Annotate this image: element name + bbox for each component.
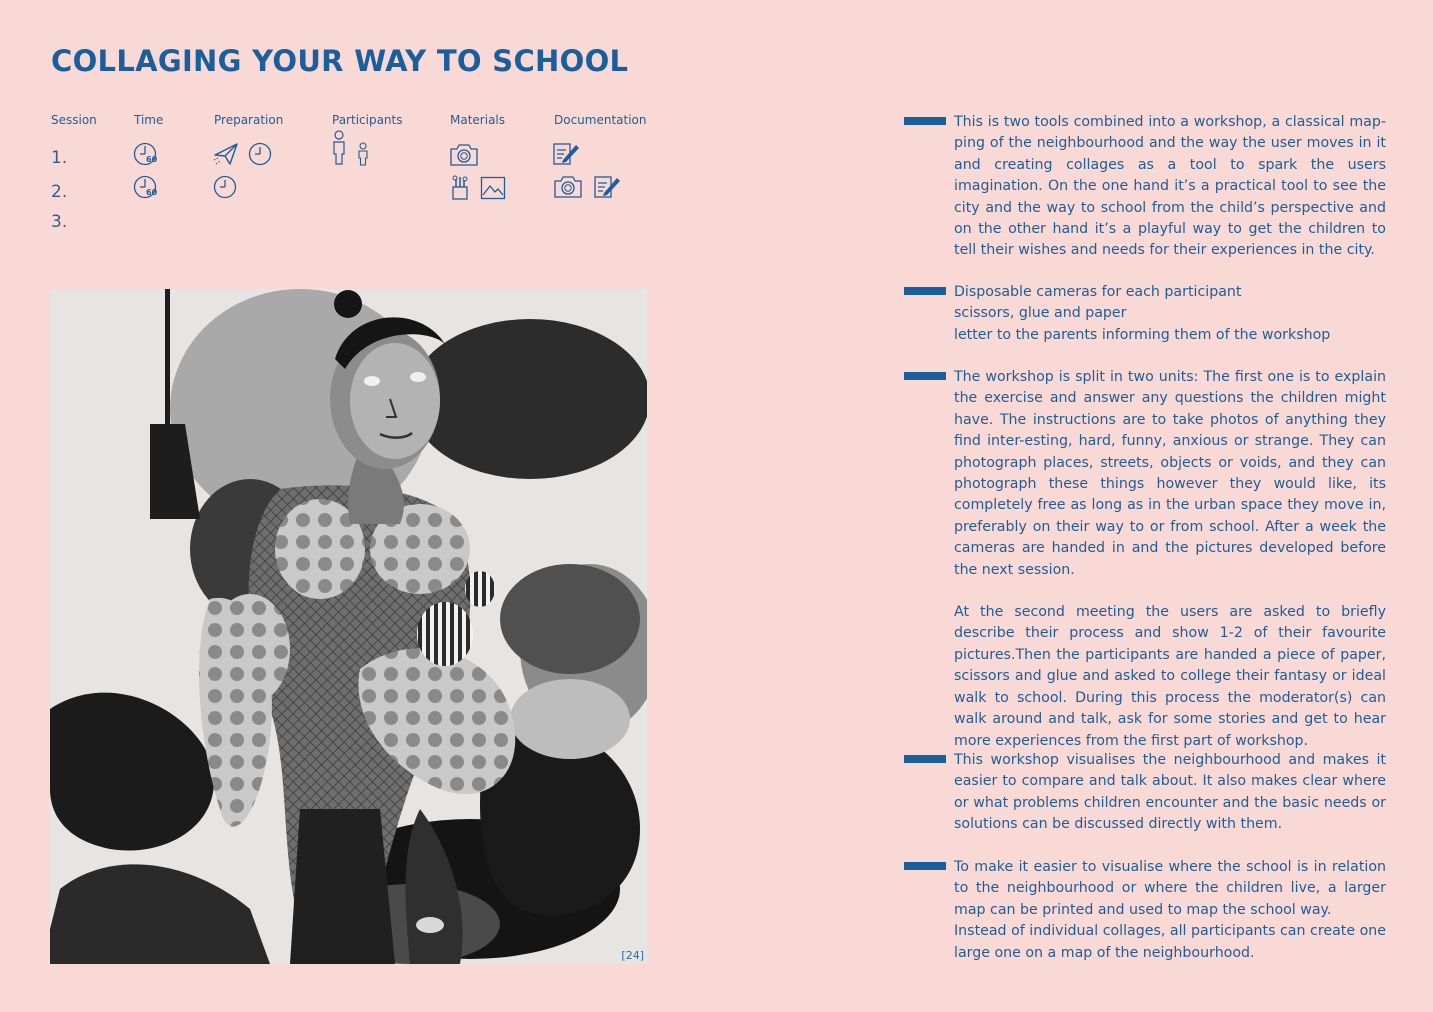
materials-item: Disposable cameras for each participant — [954, 284, 1242, 300]
scissors-glue-icon — [449, 175, 471, 201]
paper-plane-icon — [213, 142, 239, 166]
description-section — [904, 112, 1386, 262]
header-documentation: Documentation — [554, 113, 647, 127]
header-participants: Participants — [332, 113, 403, 127]
outcome-section — [904, 750, 1386, 836]
clock-icon — [213, 175, 237, 199]
collage-photo — [50, 289, 647, 964]
materials-item: letter to the parents informing them of the workshop — [954, 326, 1331, 343]
section-marker — [904, 755, 946, 763]
section-marker — [904, 372, 946, 380]
page-title: COLLAGING YOUR WAY TO SCHOOL — [51, 44, 629, 78]
outcome-text: This workshop visualises the neighbourhood and makes it easier to compare and talk about. It also makes clear where or what problems children encounter and the basic needs or solutions can be discussed directly with them. — [954, 752, 1386, 833]
header-session: Session — [51, 113, 97, 127]
variation-text-2: Instead of individual collages, all participants can create one large one on a map of the neighbourhood. — [954, 923, 1386, 961]
section-marker — [904, 287, 946, 295]
image-icon — [480, 176, 506, 200]
clock-60-icon — [133, 175, 157, 199]
session-number-2: 2. — [51, 182, 68, 202]
session-number-1: 1. — [51, 148, 68, 168]
header-time: Time — [134, 113, 164, 127]
camera-icon — [449, 143, 479, 167]
variation-section — [904, 857, 1386, 964]
clock-60-label: 60 — [146, 155, 157, 164]
clock-icon — [248, 142, 272, 166]
header-materials: Materials — [450, 113, 506, 127]
image-credit: [24] — [621, 949, 644, 962]
materials-item: scissors, glue and paper — [954, 305, 1127, 322]
clock-60-label: 60 — [146, 188, 157, 197]
adult-icon — [331, 130, 347, 166]
header-preparation: Preparation — [214, 113, 284, 127]
variation-text-1: To make it easier to visualise where the school is in relation to the neighbourhood or where the children live, a larger map can be printed and used to map the school way. — [954, 859, 1386, 918]
section-marker — [904, 117, 946, 125]
notepad-pen-icon — [552, 141, 580, 167]
session-number-3: 3. — [51, 212, 68, 232]
procedure-text-2: At the second meeting the users are asked to briefly describe their process and show 1-2 of their favourite pictures.Then the participants are handed a piece of paper, scissors and glue and asked to college their fantasy or ideal walk to school. During this process the moderator(s) can walk around and talk, ask for some stories and get to hear more experiences from the first part of workshop. — [954, 604, 1386, 749]
section-marker — [904, 862, 946, 870]
procedure-section — [904, 367, 1386, 752]
clock-60-icon — [133, 142, 157, 166]
procedure-text-1: The workshop is split in two units: The first one is to explain the exercise and answer any questions the children might have. The instructions are to take photos of anything they find inter-esting, hard, funny, anxious or strange. They can photograph places, streets, objects or voids, and they can photograph these things however they would like, its completely free as long as in the urban space they move in, preferably on their way to or from school. After a week the cameras are handed in and the pictures developed before the next session. — [954, 369, 1386, 578]
description-text: This is two tools combined into a workshop, a classical map-ping of the neighbourhood and the way the user moves in it and creating collages as a tool to spark the users imagination. On the one hand it’s a practical tool to see the city and the way to school from the child’s perspective and on the other hand it’s a playful way to get the children to tell their wishes and needs for their experiences in the city. — [954, 114, 1386, 259]
camera-icon — [553, 175, 583, 199]
materials-section — [904, 282, 1386, 346]
notepad-pen-icon — [593, 174, 621, 200]
child-icon — [356, 142, 370, 166]
